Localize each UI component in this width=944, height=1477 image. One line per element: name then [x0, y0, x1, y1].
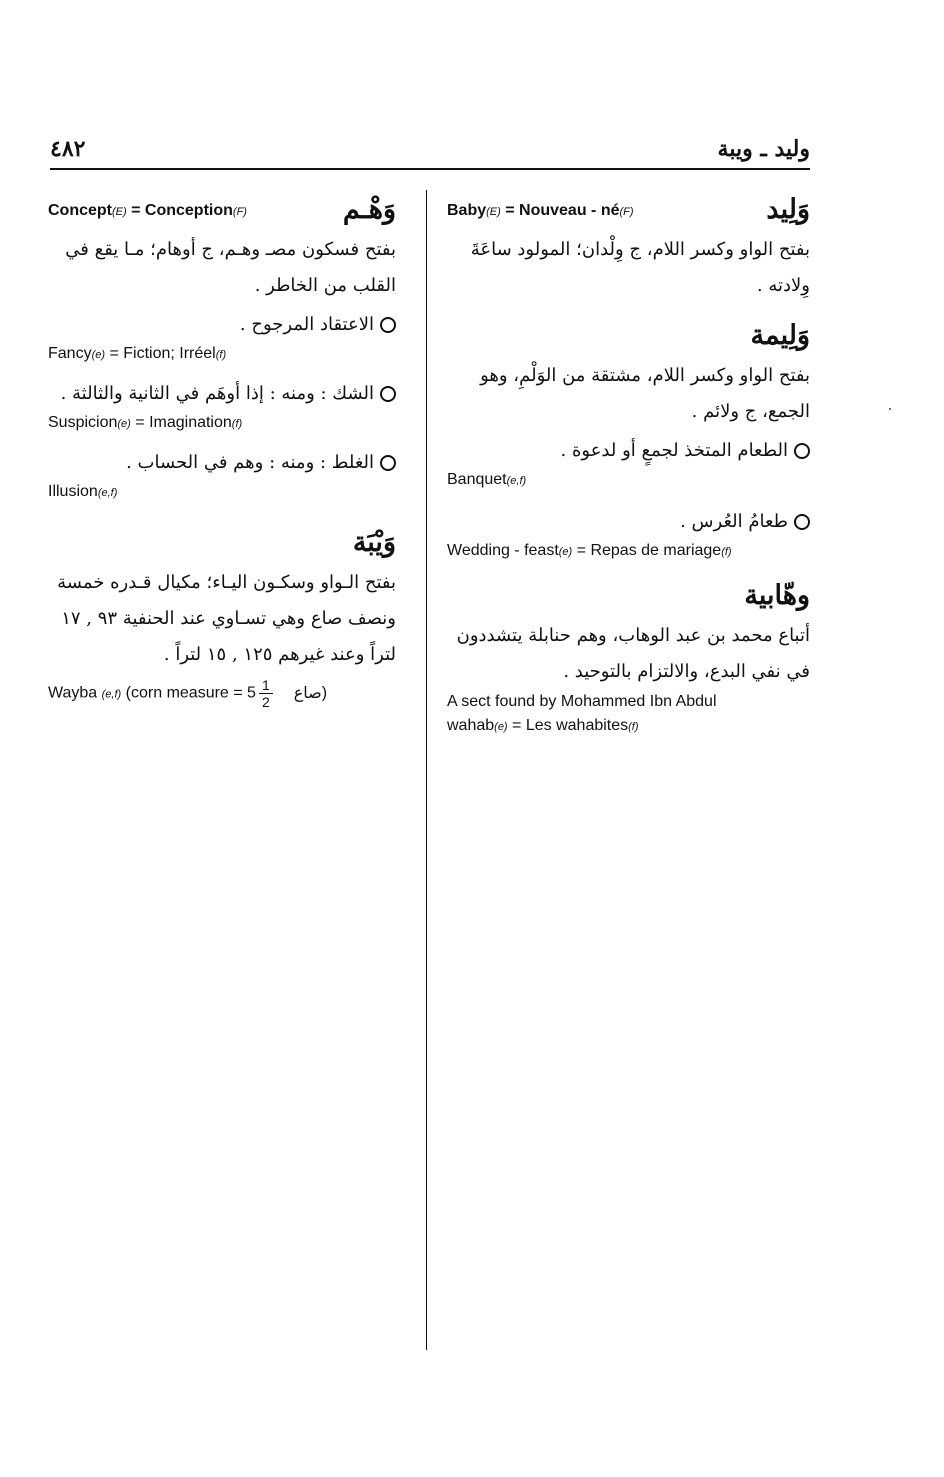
sense-arabic: الاعتقاد المرجوح . — [239, 314, 374, 335]
page-number: ٤٨٢ — [50, 136, 86, 162]
lang-tag: (e,f) — [97, 487, 118, 499]
circle-bullet-icon — [794, 514, 810, 530]
french-term: = Fiction; Irréel — [105, 345, 216, 362]
equivalent — [447, 202, 634, 220]
lang-tag: (e,f) — [101, 688, 122, 701]
lang-tag: (f) — [721, 546, 732, 558]
margin-speck — [889, 408, 891, 410]
equivalent-english: Concept — [48, 202, 112, 219]
lang-tag: (E) — [112, 206, 127, 218]
entry-head-row — [447, 318, 810, 358]
entry-walima — [447, 318, 810, 564]
lang-tag: (f) — [231, 418, 243, 430]
definition: بفتح الواو وكسر اللام، مشتقة من الوَلْمِ، وهو الجمع، ج ولائم . — [480, 365, 810, 422]
lang-tag: (F) — [619, 206, 634, 218]
sense-english — [48, 342, 396, 367]
equivalent — [48, 202, 247, 220]
headword: وَهْـم — [342, 194, 396, 225]
english-note — [48, 677, 396, 710]
page-header — [50, 136, 810, 168]
definition: أتباع محمد بن عبد الوهاب، وهم حنابلة يتشددون في نفي البدع، والالتزام بالتوحيد . — [456, 625, 810, 682]
sense-english — [447, 539, 810, 564]
sense-english — [48, 480, 396, 505]
entry-head-row — [48, 525, 396, 565]
entry-head-row — [48, 192, 396, 232]
circle-bullet-icon — [794, 443, 810, 459]
english-term: Illusion — [48, 483, 98, 500]
english-note — [447, 714, 810, 739]
sense — [447, 505, 810, 539]
headword: وهّابية — [744, 580, 810, 611]
fraction — [259, 677, 273, 710]
lang-tag: (e,f) — [506, 475, 527, 487]
sense — [48, 377, 396, 411]
sense — [48, 308, 396, 342]
sense-arabic: الطعام المتخذ لجمعٍ أو لدعوة . — [560, 440, 788, 461]
english-term: wahab — [447, 717, 495, 734]
lang-tag: (E) — [486, 206, 501, 218]
equivalent-french: Conception — [144, 202, 233, 219]
lang-tag: (F) — [232, 206, 247, 218]
lang-tag: (f) — [215, 349, 227, 361]
sense-arabic: طعامُ العُرس . — [680, 511, 788, 532]
headword: وَلِيد — [766, 194, 810, 225]
french-term: = Les wahabites — [507, 717, 629, 734]
note-arabic: صاع — [293, 682, 322, 702]
header-rule — [50, 168, 810, 170]
circle-bullet-icon — [380, 455, 396, 471]
definition: بفتح الـواو وسكـون اليـاء؛ مكيال قـدره خمسة ونصف صاع وهي تسـاوي عند الحنفية ٩٣ , ١٧ لتراً وعند غيرهم ١٢٥ , ١٥ لتراً . — [57, 572, 396, 665]
lang-tag: (f) — [628, 721, 639, 733]
headword: وَيْبَة — [352, 527, 396, 558]
equivalent-french: Nouveau - né — [519, 202, 620, 219]
fraction-denominator: 2 — [261, 694, 270, 710]
lang-tag: (e) — [558, 546, 573, 558]
column-divider — [426, 190, 427, 1350]
entry-walid — [447, 192, 810, 304]
lang-tag: (e) — [91, 349, 106, 361]
english-term: Fancy — [48, 345, 92, 362]
equals-sign: = — [126, 202, 145, 219]
definition: بفتح الواو وكسر اللام، ج وِلْدان؛ المولود ساعَةَ وِلادته . — [470, 239, 810, 296]
sense-arabic: الغلط : ومنه : وهم في الحساب . — [126, 452, 374, 473]
french-term: = Imagination — [130, 414, 232, 431]
close-paren: ) — [321, 684, 328, 702]
entry-head-row — [447, 192, 810, 232]
english-term: Wedding - feast — [447, 542, 559, 559]
entry-wahhabiya — [447, 578, 810, 739]
lang-tag: (e) — [494, 721, 508, 733]
sense-arabic: الشك : ومنه : إذا أوهَم في الثانية والثالثة . — [60, 383, 374, 404]
english-note — [447, 690, 810, 714]
english-term: Banquet — [447, 471, 507, 488]
english-term: Suspicion — [48, 414, 118, 431]
entry-wahm — [48, 192, 396, 505]
running-head: وليد ـ ويبة — [717, 136, 810, 162]
circle-bullet-icon — [380, 386, 396, 402]
fraction-numerator: 1 — [259, 677, 273, 694]
entry-head-row — [447, 578, 810, 618]
right-column — [447, 192, 810, 739]
headword: وَلِيمة — [750, 320, 810, 351]
definition: بفتح فسكون مصـ وهـم، ج أوهام؛ مـا يقع في القلب من الخاطر . — [65, 239, 396, 296]
equivalent-english: Baby — [447, 202, 487, 219]
sense — [447, 434, 810, 468]
sense-english — [447, 468, 810, 493]
sense — [48, 446, 396, 480]
entry-wayba — [48, 525, 396, 710]
left-column — [48, 192, 396, 710]
lang-tag: (e) — [117, 418, 131, 430]
english-note-line: A sect found by Mohammed Ibn Abdul — [447, 693, 717, 710]
english-term: Wayba — [48, 684, 102, 702]
note-text: (corn measure = 5 — [121, 684, 256, 702]
equals-sign: = — [500, 202, 520, 219]
circle-bullet-icon — [380, 317, 396, 333]
sense-english — [48, 411, 396, 436]
french-term: = Repas de mariage — [572, 542, 722, 559]
